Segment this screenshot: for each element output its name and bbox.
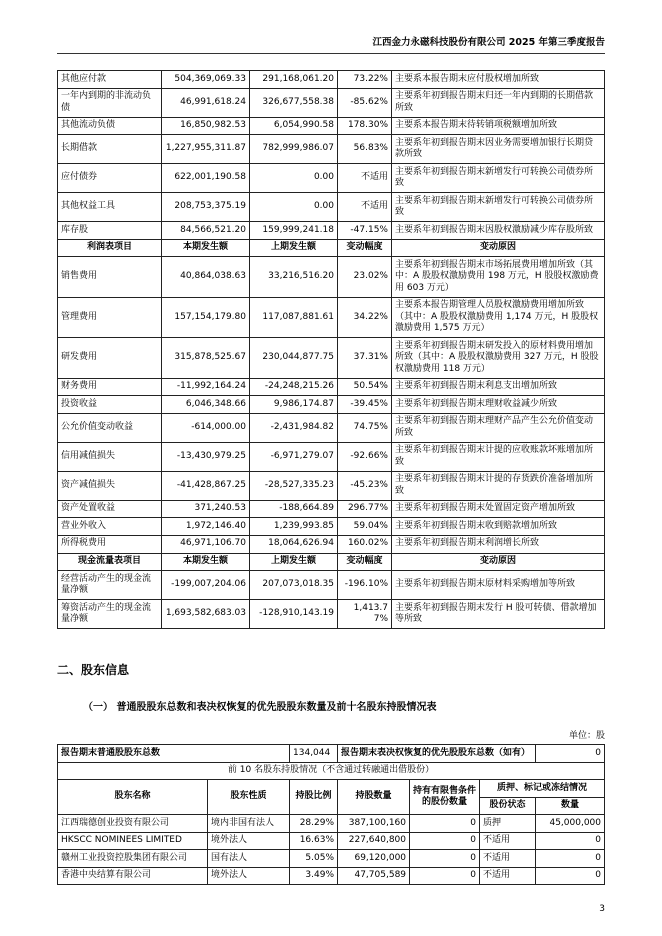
- data-cell: 504,369,069.33: [162, 71, 250, 89]
- data-cell: 315,878,525.67: [162, 338, 250, 379]
- data-cell: 230,044,877.75: [250, 338, 338, 379]
- data-cell: 207,073,018.35: [250, 571, 338, 600]
- table-row: [58, 378, 605, 396]
- data-cell: 1,239,993.85: [250, 518, 338, 536]
- data-cell: -2,431,984.82: [250, 413, 338, 442]
- table-row: [58, 164, 605, 193]
- table-row: [58, 500, 605, 518]
- data-cell: 库存股: [58, 222, 162, 240]
- data-cell: 资产减值损失: [58, 471, 162, 500]
- data-cell: 主要系年初到报告期末理财收益减少所致: [392, 396, 605, 414]
- data-cell: 46,971,106.70: [162, 535, 250, 553]
- data-cell: 主要系年初到报告期末市场拓展费用增加所致（其中：A 股股权激励费用 198 万元，H 股股权激励费用 603 万元）: [392, 257, 605, 298]
- data-cell: 主要系年初到报告期末处置固定资产增加所致: [392, 500, 605, 518]
- data-cell: 0: [410, 867, 480, 885]
- table-row: [58, 71, 605, 89]
- data-cell: 应付债券: [58, 164, 162, 193]
- preferred-shareholders-total-label: 报告期末表决权恢复的优先股股东总数（如有）: [338, 745, 536, 763]
- data-cell: 84,566,521.20: [162, 222, 250, 240]
- data-cell: 主要系年初到报告期末因股权激励减少库存股所致: [392, 222, 605, 240]
- data-cell: 管理费用: [58, 297, 162, 338]
- data-cell: 3.49%: [290, 867, 338, 885]
- data-cell: 6,046,348.66: [162, 396, 250, 414]
- data-cell: -24,248,215.26: [250, 378, 338, 396]
- table-row: [58, 442, 605, 471]
- data-cell: 长期借款: [58, 135, 162, 164]
- table-row: [58, 117, 605, 135]
- data-cell: 326,677,558.38: [250, 88, 338, 117]
- data-cell: 主要系年初到报告期末收到赔款增加所致: [392, 518, 605, 536]
- data-cell: 69,120,000: [338, 850, 410, 868]
- data-cell: -28,527,335.23: [250, 471, 338, 500]
- data-cell: 18,064,626.94: [250, 535, 338, 553]
- data-cell: 208,753,375.19: [162, 193, 250, 222]
- data-cell: -188,664.89: [250, 500, 338, 518]
- data-cell: -11,992,164.24: [162, 378, 250, 396]
- data-cell: 50.54%: [338, 378, 392, 396]
- data-cell: 主要系本报告期末应付股权增加所致: [392, 71, 605, 89]
- data-cell: 公允价值变动收益: [58, 413, 162, 442]
- data-cell: 159,999,241.18: [250, 222, 338, 240]
- data-cell: 37.31%: [338, 338, 392, 379]
- table-row: [58, 600, 605, 629]
- ordinary-shareholders-total-label: 报告期末普通股股东总数: [58, 745, 290, 763]
- data-cell: 不适用: [480, 867, 536, 885]
- table-section-header-row: [58, 239, 605, 257]
- data-cell: 主要系年初到报告期末新增发行可转换公司债券所致: [392, 164, 605, 193]
- table-row: [58, 815, 605, 833]
- header-cell: 本期发生额: [162, 553, 250, 571]
- data-cell: 营业外收入: [58, 518, 162, 536]
- data-cell: 34.22%: [338, 297, 392, 338]
- table-row: [58, 88, 605, 117]
- col-header-shareholder-name: 股东名称: [58, 780, 208, 815]
- top10-title: 前 10 名股东持股情况（不含通过转融通出借股份）: [58, 762, 605, 780]
- document-title: 江西金力永磁科技股份有限公司 2025 年第三季度报告: [372, 37, 605, 48]
- col-header-share-status: 股份状态: [480, 797, 536, 815]
- data-cell: 117,087,881.61: [250, 297, 338, 338]
- data-cell: 香港中央结算有限公司: [58, 867, 208, 885]
- ordinary-shareholders-total-value: 134,044: [290, 745, 338, 763]
- header-cell: 本期发生额: [162, 239, 250, 257]
- data-cell: 0: [536, 867, 605, 885]
- data-cell: 0: [410, 832, 480, 850]
- financial-changes-table: [57, 70, 605, 629]
- data-cell: 不适用: [338, 193, 392, 222]
- data-cell: 40,864,038.63: [162, 257, 250, 298]
- data-cell: 160.02%: [338, 535, 392, 553]
- data-cell: 主要系年初到报告期末研发投入的原材料费用增加所致（其中：A 股股权激励费用 327 万元，H 股股权激励费用 118 万元）: [392, 338, 605, 379]
- data-cell: 1,227,955,311.87: [162, 135, 250, 164]
- data-cell: 一年内到期的非流动负债: [58, 88, 162, 117]
- shareholder-header-row: [58, 780, 605, 798]
- table-row: [58, 257, 605, 298]
- header-cell: 变动原因: [392, 553, 605, 571]
- data-cell: 0: [536, 832, 605, 850]
- data-cell: 387,100,160: [338, 815, 410, 833]
- data-cell: -39.45%: [338, 396, 392, 414]
- table-row: [58, 850, 605, 868]
- data-cell: -6,971,279.07: [250, 442, 338, 471]
- data-cell: 经营活动产生的现金流量净额: [58, 571, 162, 600]
- col-header-pledge-status-group: 质押、标记或冻结情况: [480, 780, 605, 798]
- header-cell: 上期发生额: [250, 239, 338, 257]
- data-cell: 56.83%: [338, 135, 392, 164]
- data-cell: -47.15%: [338, 222, 392, 240]
- data-cell: 江西瑞德创业投资有限公司: [58, 815, 208, 833]
- data-cell: 主要系年初到报告期末计提的应收账款坏账增加所致: [392, 442, 605, 471]
- data-cell: 主要系年初到报告期末利润增长所致: [392, 535, 605, 553]
- data-cell: 研发费用: [58, 338, 162, 379]
- data-cell: 74.75%: [338, 413, 392, 442]
- data-cell: 主要系年初到报告期末发行 H 股可转债、借款增加等所致: [392, 600, 605, 629]
- table-row: [58, 135, 605, 164]
- col-header-pledge-amount: 数量: [536, 797, 605, 815]
- top10-title-row: [58, 762, 605, 780]
- data-cell: 47,705,589: [338, 867, 410, 885]
- shareholder-table: [57, 744, 605, 885]
- data-cell: 筹资活动产生的现金流量净额: [58, 600, 162, 629]
- data-cell: -614,000.00: [162, 413, 250, 442]
- table-row: [58, 571, 605, 600]
- data-cell: 45,000,000: [536, 815, 605, 833]
- data-cell: 主要系年初到报告期末原材料采购增加等所致: [392, 571, 605, 600]
- data-cell: 信用减值损失: [58, 442, 162, 471]
- data-cell: 0: [410, 850, 480, 868]
- header-cell: 变动幅度: [338, 239, 392, 257]
- data-cell: 0: [410, 815, 480, 833]
- data-cell: 其他权益工具: [58, 193, 162, 222]
- table-row: [58, 471, 605, 500]
- data-cell: 28.29%: [290, 815, 338, 833]
- header-cell: 利润表项目: [58, 239, 162, 257]
- data-cell: 622,001,190.58: [162, 164, 250, 193]
- table-row: [58, 338, 605, 379]
- table-row: [58, 193, 605, 222]
- data-cell: 所得税费用: [58, 535, 162, 553]
- table-row: [58, 396, 605, 414]
- data-cell: 1,693,582,683.03: [162, 600, 250, 629]
- data-cell: 主要系年初到报告期末计提的存货跌价准备增加所致: [392, 471, 605, 500]
- table-row: [58, 535, 605, 553]
- data-cell: -41,428,867.25: [162, 471, 250, 500]
- table-row: [58, 297, 605, 338]
- data-cell: 5.05%: [290, 850, 338, 868]
- data-cell: 296.77%: [338, 500, 392, 518]
- data-cell: 销售费用: [58, 257, 162, 298]
- data-cell: 9,986,174.87: [250, 396, 338, 414]
- data-cell: 16.63%: [290, 832, 338, 850]
- data-cell: 0: [536, 850, 605, 868]
- shareholder-summary-row: [58, 745, 605, 763]
- data-cell: 16,850,982.53: [162, 117, 250, 135]
- data-cell: 主要系本报告期末待转销项税额增加所致: [392, 117, 605, 135]
- data-cell: 1,972,146.40: [162, 518, 250, 536]
- section-subheading: （一） 普通股股东总数和表决权恢复的优先股股东数量及前十名股东持股情况表: [83, 702, 437, 714]
- data-cell: 不适用: [338, 164, 392, 193]
- section-heading: 二、股东信息: [57, 663, 130, 678]
- data-cell: 73.22%: [338, 71, 392, 89]
- data-cell: -128,910,143.19: [250, 600, 338, 629]
- header-cell: 变动原因: [392, 239, 605, 257]
- data-cell: 0.00: [250, 193, 338, 222]
- data-cell: 财务费用: [58, 378, 162, 396]
- data-cell: 23.02%: [338, 257, 392, 298]
- data-cell: 质押: [480, 815, 536, 833]
- data-cell: 371,240.53: [162, 500, 250, 518]
- data-cell: HKSCC NOMINEES LIMITED: [58, 832, 208, 850]
- data-cell: -196.10%: [338, 571, 392, 600]
- table-row: [58, 867, 605, 885]
- data-cell: -13,430,979.25: [162, 442, 250, 471]
- data-cell: 资产处置收益: [58, 500, 162, 518]
- data-cell: -92.66%: [338, 442, 392, 471]
- data-cell: 33,216,516.20: [250, 257, 338, 298]
- data-cell: 主要系年初到报告期末新增发行可转换公司债券所致: [392, 193, 605, 222]
- header-cell: 变动幅度: [338, 553, 392, 571]
- table-row: [58, 518, 605, 536]
- unit-label: 单位：股: [568, 731, 605, 742]
- data-cell: -85.62%: [338, 88, 392, 117]
- data-cell: 主要系本报告期管理人员股权激励费用增加所致（其中：A 股股权激励费用 1,174 万元，H 股股权激励费用 1,575 万元）: [392, 297, 605, 338]
- data-cell: 主要系年初到报告期末理财产品产生公允价值变动所致: [392, 413, 605, 442]
- data-cell: 投资收益: [58, 396, 162, 414]
- data-cell: 境内非国有法人: [208, 815, 290, 833]
- data-cell: 主要系年初到报告期末归还一年内到期的长期借款所致: [392, 88, 605, 117]
- header-cell: 现金流量表项目: [58, 553, 162, 571]
- data-cell: 291,168,061.20: [250, 71, 338, 89]
- document-header: [57, 34, 605, 54]
- data-cell: 主要系年初到报告期末因业务需要增加银行长期贷款所致: [392, 135, 605, 164]
- data-cell: 59.04%: [338, 518, 392, 536]
- col-header-shareholder-nature: 股东性质: [208, 780, 290, 815]
- data-cell: 境外法人: [208, 867, 290, 885]
- data-cell: 782,999,986.07: [250, 135, 338, 164]
- data-cell: 其他流动负债: [58, 117, 162, 135]
- data-cell: 157,154,179.80: [162, 297, 250, 338]
- col-header-holding-ratio: 持股比例: [290, 780, 338, 815]
- data-cell: 境外法人: [208, 832, 290, 850]
- table-row: [58, 413, 605, 442]
- data-cell: 主要系年初到报告期末利息支出增加所致: [392, 378, 605, 396]
- table-row: [58, 832, 605, 850]
- col-header-holding-quantity: 持股数量: [338, 780, 410, 815]
- data-cell: 46,991,618.24: [162, 88, 250, 117]
- data-cell: 不适用: [480, 832, 536, 850]
- data-cell: 6,054,990.58: [250, 117, 338, 135]
- col-header-restricted-shares: 持有有限售条件的股份数量: [410, 780, 480, 815]
- table-section-header-row: [58, 553, 605, 571]
- data-cell: 1,413.77%: [338, 600, 392, 629]
- data-cell: 其他应付款: [58, 71, 162, 89]
- data-cell: 不适用: [480, 850, 536, 868]
- table-row: [58, 222, 605, 240]
- page-number: 3: [599, 904, 605, 914]
- preferred-shareholders-total-value: 0: [536, 745, 605, 763]
- data-cell: -199,007,204.06: [162, 571, 250, 600]
- data-cell: 国有法人: [208, 850, 290, 868]
- data-cell: 0.00: [250, 164, 338, 193]
- data-cell: 赣州工业投资控股集团有限公司: [58, 850, 208, 868]
- data-cell: -45.23%: [338, 471, 392, 500]
- data-cell: 178.30%: [338, 117, 392, 135]
- data-cell: 227,640,800: [338, 832, 410, 850]
- header-cell: 上期发生额: [250, 553, 338, 571]
